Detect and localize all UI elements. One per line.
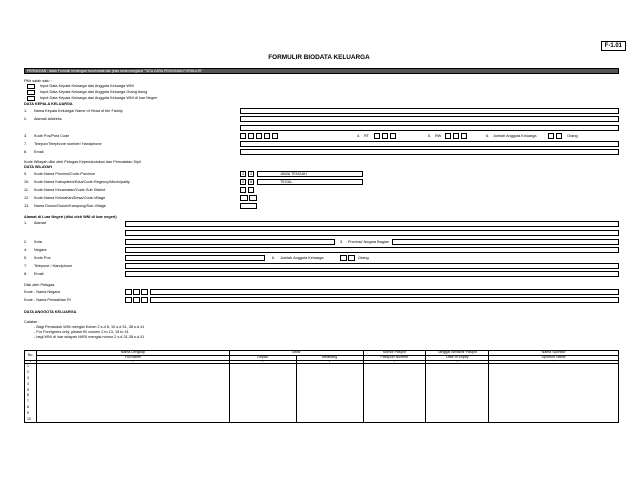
head-phone-no: 7. <box>24 142 28 146</box>
notes-title: Catatan : <box>24 320 40 324</box>
col-number: 7 <box>489 361 619 364</box>
col-number: 6 <box>426 361 489 364</box>
col-name-header: Nama Lengkap <box>37 351 230 356</box>
abroad-city-label: Kota <box>34 240 42 244</box>
head-address-field-1[interactable] <box>240 116 619 122</box>
choose-label: Pilih salah satu : <box>24 79 52 83</box>
postcode-cell[interactable] <box>272 133 278 139</box>
abroad-address-no: 1. <box>24 221 28 225</box>
head-members-no: 6. <box>486 134 490 138</box>
country-code-cell[interactable] <box>133 289 140 295</box>
hamlet-no: 13. <box>24 204 30 208</box>
sponsor-column-cells[interactable] <box>489 364 619 423</box>
abroad-members-unit: Orang <box>358 256 369 260</box>
abroad-section-title: Alamat di Luar Negeri (diisi oleh WNI di luar negeri) <box>24 215 117 219</box>
district-no: 11. <box>24 188 29 192</box>
col-number: 5 <box>363 361 426 364</box>
head-postcode-label: Kode Pos/Post Code <box>34 134 70 138</box>
option-label-2: Input Data Kepala Keluarga dan Anggota Keluarga Orang Asing <box>40 90 148 94</box>
head-members-label: Jumlah Anggota Keluarga <box>493 134 537 138</box>
province-code-cell[interactable]: 3 <box>250 172 252 176</box>
col-name-en-header: Full Name <box>37 356 230 361</box>
row-number: 1 <box>27 364 29 369</box>
head-rw-no: 5. <box>428 134 432 138</box>
province-no: 9. <box>24 172 28 176</box>
head-rw-label: RW <box>435 134 442 138</box>
village-code-cell[interactable] <box>240 195 248 201</box>
district-code-cell[interactable] <box>240 187 246 193</box>
rep-name-field[interactable] <box>150 297 619 303</box>
head-name-label: Nama Kepala Keluarga/ Name of Head of the Family <box>34 109 123 113</box>
abroad-members-label: Jumlah Anggota Keluarga <box>280 256 324 260</box>
rt-cell[interactable] <box>382 133 388 139</box>
country-code-cell[interactable] <box>125 289 132 295</box>
row-number: 7 <box>27 399 29 404</box>
abroad-members-cell[interactable] <box>340 255 347 261</box>
village-code-cell[interactable] <box>249 195 257 201</box>
abroad-state-label: Provinsi/ Negara Bagian <box>348 240 389 244</box>
head-address-no: 2. <box>24 117 28 121</box>
members-cell[interactable] <box>556 133 562 139</box>
postcode-cell[interactable] <box>264 133 270 139</box>
regency-name-field[interactable] <box>257 179 363 185</box>
col-number: 2 <box>37 361 230 364</box>
country-name-field[interactable] <box>150 289 619 295</box>
rt-cell[interactable] <box>374 133 380 139</box>
form-code: F-1.01 <box>601 41 626 51</box>
col-expiry-en-header: Date of Expiry <box>426 356 489 361</box>
regency-code-cell[interactable]: 2 <box>242 180 244 184</box>
abroad-city-field[interactable] <box>125 239 335 245</box>
col-sponsor-header: Nama Sponsor <box>489 351 619 356</box>
region-section-title: DATA WILAYAH <box>24 165 52 169</box>
country-code-label: Kode - Nama Negara <box>24 290 60 294</box>
country-code-cell[interactable] <box>141 289 148 295</box>
members-cell[interactable] <box>548 133 554 139</box>
row-number: 3 <box>27 376 29 380</box>
option-checkbox-2[interactable] <box>27 90 35 95</box>
abroad-email-field[interactable] <box>125 271 619 277</box>
col-number: 1 <box>25 361 37 364</box>
row-number: 8 <box>27 404 29 409</box>
abroad-members-cell[interactable] <box>348 255 355 261</box>
abroad-address-field-2[interactable] <box>125 230 619 236</box>
rep-code-cell[interactable] <box>133 297 140 303</box>
col-expiry-header: Tanggal Berakhir Paspor <box>426 351 489 356</box>
head-email-field[interactable] <box>240 149 619 155</box>
postcode-cell[interactable] <box>248 133 254 139</box>
option-label-1: Input Data Kepala Keluarga dan Anggota Keluarga WNI <box>40 84 134 88</box>
district-label: Kode-Nama Kecamatan/Code-Sub District <box>34 188 106 192</box>
regency-code-cell[interactable]: 8 <box>250 180 252 184</box>
abroad-country-no: 4. <box>24 248 28 252</box>
abroad-state-no: 3. <box>340 240 344 244</box>
abroad-country-label: Negara <box>34 248 47 252</box>
abroad-postcode-field[interactable] <box>125 255 265 261</box>
col-title-back-header: Belakang <box>296 356 363 361</box>
rt-cell[interactable] <box>390 133 396 139</box>
head-rt-label: RT <box>364 134 369 138</box>
head-email-label: Email <box>34 150 44 154</box>
row-number: 2 <box>27 370 29 375</box>
abroad-email-no: 8. <box>24 272 28 276</box>
note-item: - Bagi Penduduk WNI mengisi Kolom 2 s.d 8, 10 s.d 31, 38 s.d 41 <box>34 325 145 329</box>
head-rt-no: 4. <box>357 134 361 138</box>
village-label: Kode-Nama Kelurahan/Desa/Code-Village <box>34 196 106 200</box>
village-no: 12. <box>24 196 30 200</box>
rw-cell[interactable] <box>445 133 451 139</box>
rw-cell[interactable] <box>453 133 459 139</box>
row-number: 10 <box>27 416 31 421</box>
head-name-field[interactable] <box>240 108 619 114</box>
head-address-field-2[interactable] <box>240 125 619 131</box>
abroad-email-label: Email <box>34 272 44 276</box>
head-address-label: Alamat/ Address <box>34 117 62 121</box>
postcode-cell[interactable] <box>240 133 246 139</box>
option-checkbox-1[interactable] <box>27 84 35 89</box>
rep-code-cell[interactable] <box>125 297 132 303</box>
head-name-no: 1. <box>24 109 28 113</box>
abroad-state-field[interactable] <box>392 239 619 245</box>
members-table <box>24 350 619 423</box>
col-sponsor-en-header: Sponsor Name <box>489 356 619 361</box>
abroad-members-no: 6. <box>272 256 276 260</box>
row-numbers <box>25 364 37 423</box>
title-back-column-cells[interactable] <box>296 364 363 423</box>
col-title-header: Gelar <box>229 351 363 356</box>
region-note: Kode Wilayah diisi oleh Petugas Kependudukan dan Pencatatan Sipil <box>24 160 141 164</box>
option-label-3: Input Data Kepala Keluarga dan Anggota Keluarga WNI di luar Negeri <box>40 96 158 100</box>
abroad-phone-field[interactable] <box>125 263 619 269</box>
abroad-phone-no: 7. <box>24 264 28 268</box>
abroad-postcode-no: 5. <box>24 256 28 260</box>
hamlet-label: Nama Dusun/Dukuh/Kampung/Sub-Village <box>34 204 106 208</box>
row-number: 4 <box>27 381 29 386</box>
row-number: 9 <box>27 410 29 415</box>
abroad-address-field-1[interactable] <box>125 221 619 227</box>
abroad-postcode-label: Kode Pos <box>34 256 51 260</box>
head-section-title: DATA KEPALA KELUARGA <box>24 102 73 106</box>
officer-label: Diisi oleh Petugas <box>24 283 55 287</box>
head-members-unit: Orang <box>567 134 578 138</box>
abroad-city-no: 2. <box>24 240 28 244</box>
row-number: 6 <box>27 393 29 398</box>
province-value: JAWA TENGAH <box>280 172 307 176</box>
province-name-field[interactable] <box>257 171 363 177</box>
head-email-no: 8. <box>24 150 28 154</box>
regency-label: Kode-Nama Kabupaten/Kota/Code-Regency/Municipality <box>34 180 130 184</box>
col-passport-en-header: Passport Number <box>363 356 426 361</box>
note-item: - For Foreigners only, please fill column 2 to 13, 15 to 41 <box>34 330 129 334</box>
head-phone-field[interactable] <box>240 141 619 147</box>
col-passport-header: Nomor Paspor <box>363 351 426 356</box>
form-title: FORMULIR BIODATA KELUARGA <box>268 54 370 61</box>
passport-column-cells[interactable] <box>363 364 426 423</box>
rw-cell[interactable] <box>461 133 467 139</box>
abroad-address-label: Alamat <box>34 221 46 225</box>
head-postcode-no: 3. <box>24 134 28 138</box>
members-section-title: DATA ANGGOTA KELUARGA <box>24 310 77 314</box>
province-label: Kode-Nama Provinsi/Code-Province <box>34 172 95 176</box>
rep-code-label: Kode - Nama Perwakilan RI <box>24 298 71 302</box>
note-item: - bagi WNI di luar wilayah NKRI mengisi nomor 2 s.d 31,38 s.d 41 <box>34 335 145 339</box>
col-no-header: No. <box>25 351 37 361</box>
col-number: 3 <box>229 361 296 364</box>
option-checkbox-3[interactable] <box>27 96 35 101</box>
abroad-country-field[interactable] <box>125 247 619 253</box>
hamlet-field[interactable] <box>240 203 257 209</box>
row-number: 5 <box>27 387 29 392</box>
district-code-cell[interactable] <box>248 187 254 193</box>
notice-banner: PERHATIAN : Isilah Formulir ini dengan huruf cetak dan jelas serta mengikuti "TATA CARA PENGISIAN FORMULIR" <box>24 68 619 74</box>
province-code-cell[interactable]: 3 <box>242 172 244 176</box>
expiry-column-cells[interactable] <box>426 364 489 423</box>
regency-value: TEGAL <box>280 180 293 184</box>
abroad-phone-label: Telepone / Handphone <box>34 264 73 268</box>
name-column-cells[interactable] <box>37 364 230 423</box>
postcode-cell[interactable] <box>256 133 262 139</box>
title-front-column-cells[interactable] <box>229 364 296 423</box>
regency-no: 10. <box>24 180 30 184</box>
col-number: 4 <box>296 361 363 364</box>
col-title-front-header: Depan <box>229 356 296 361</box>
head-phone-label: Telepon/Telephone number/ Handphone <box>34 142 102 146</box>
rep-code-cell[interactable] <box>141 297 148 303</box>
